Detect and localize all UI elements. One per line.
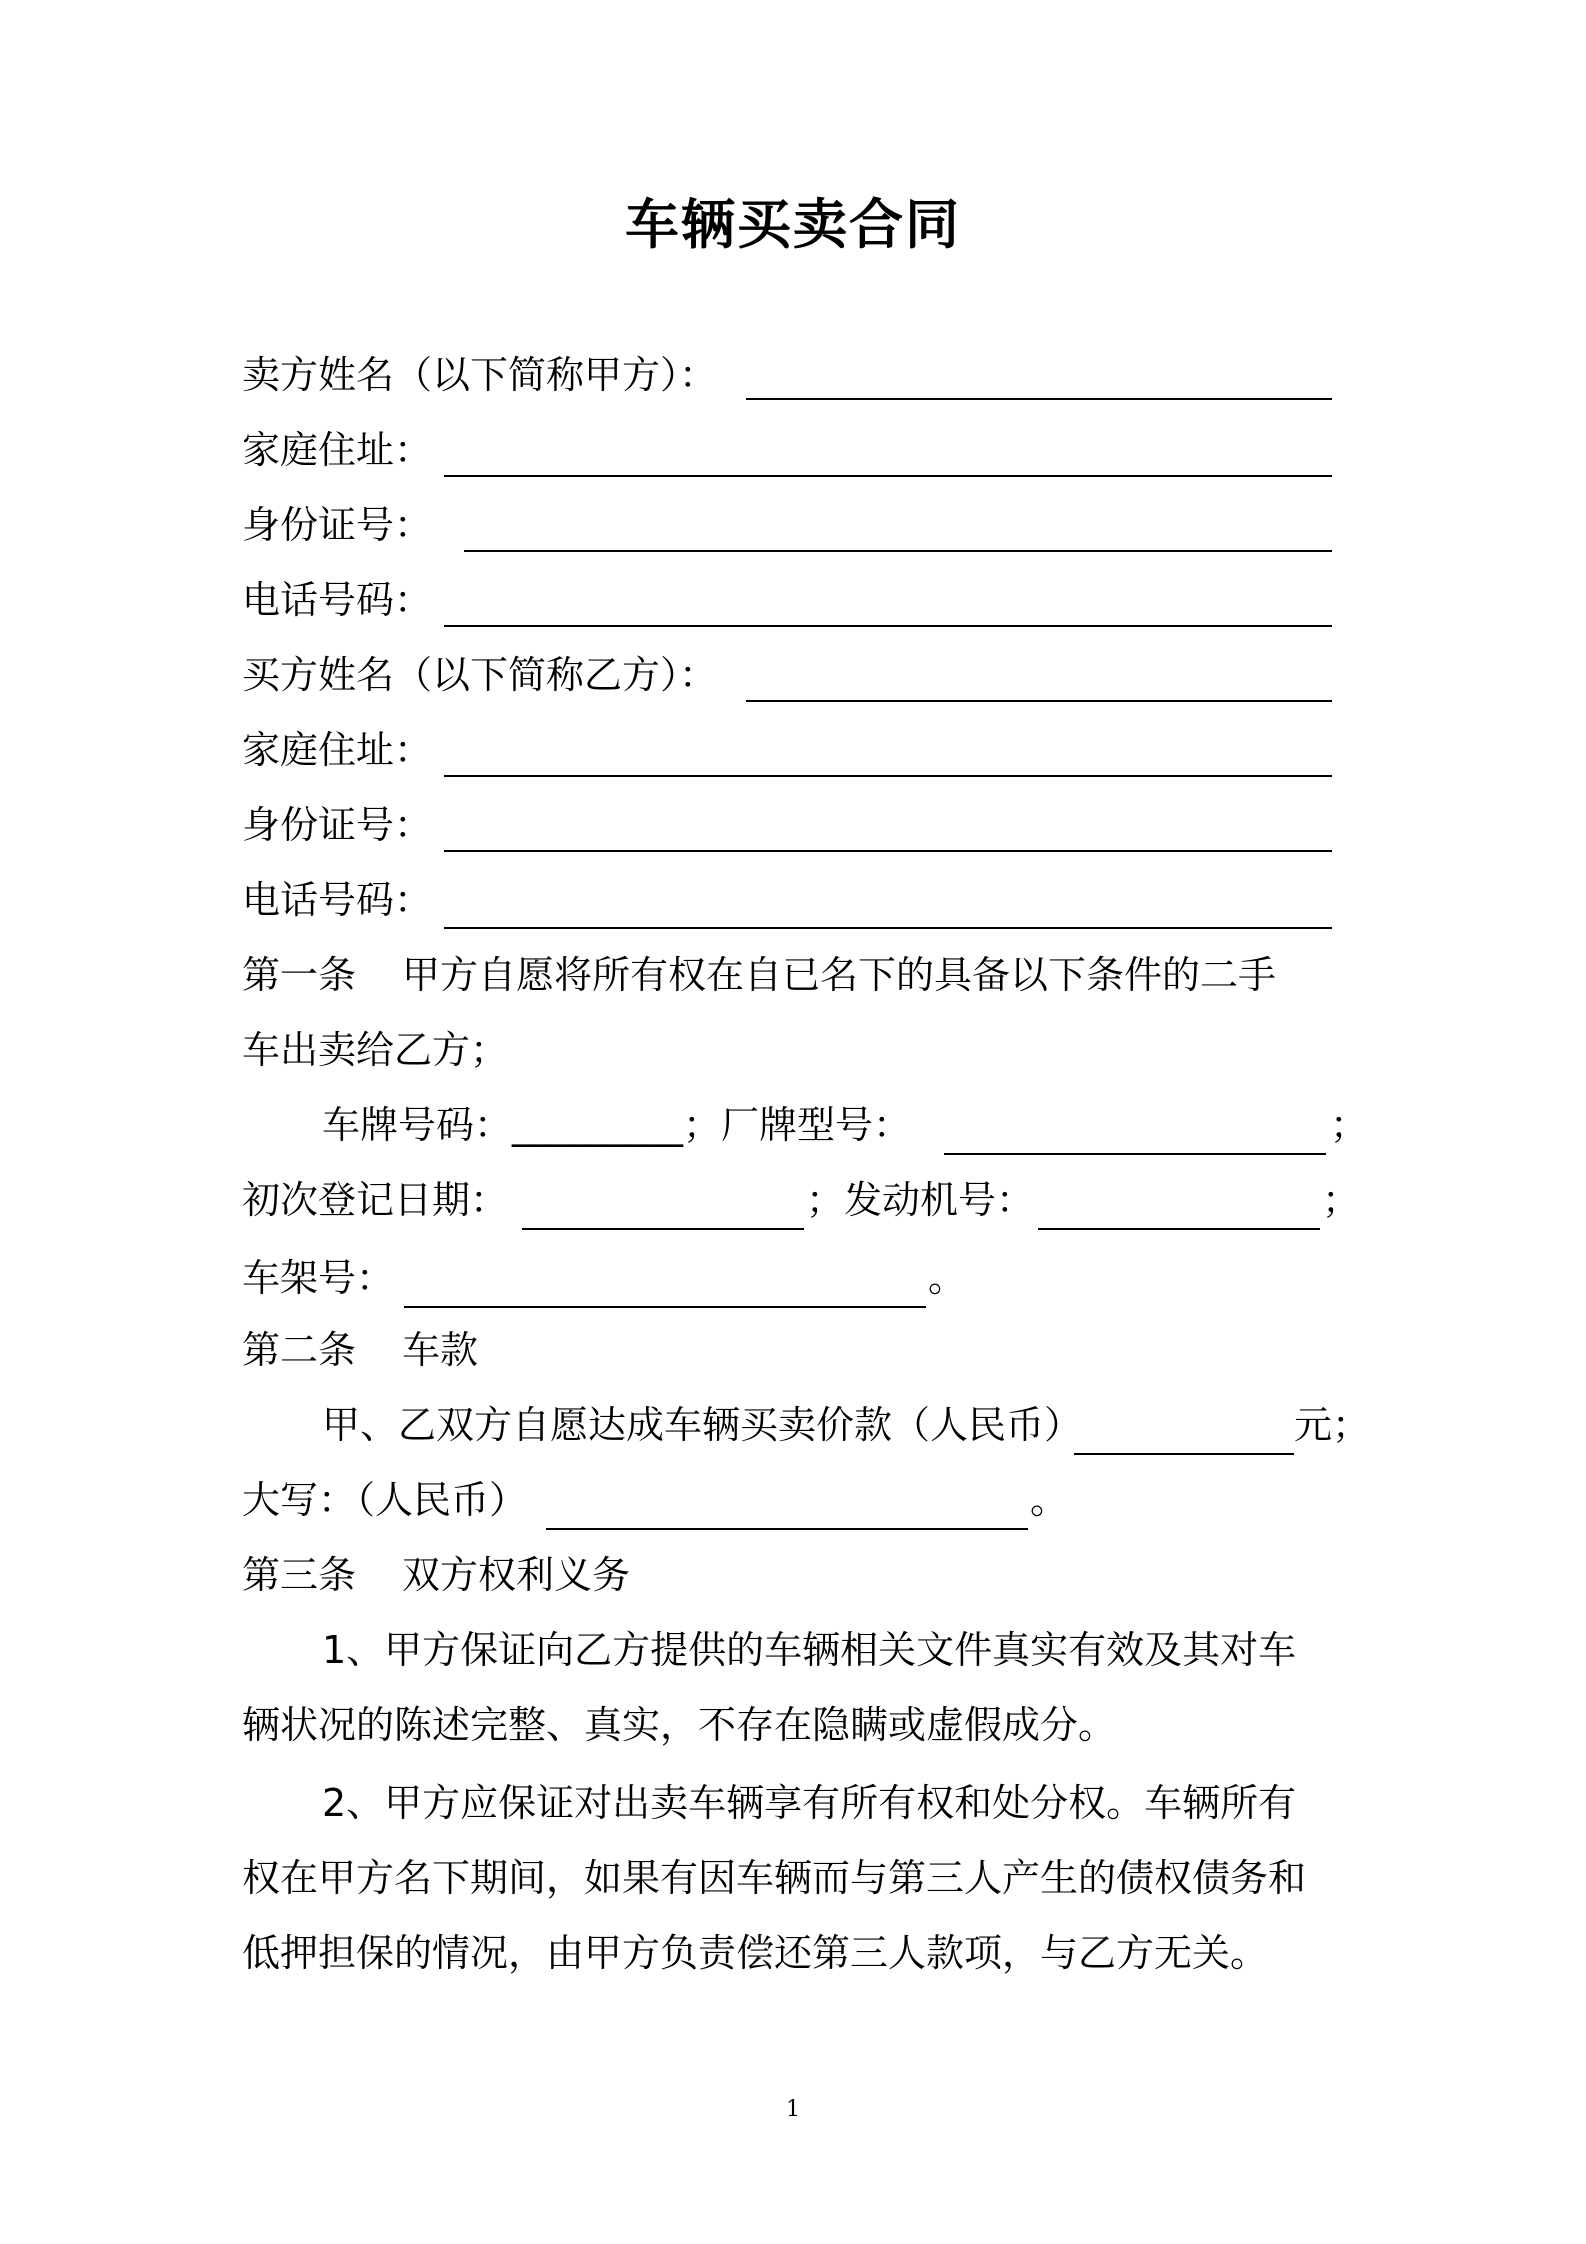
seller-address-label: 家庭住址： (242, 428, 433, 472)
plate-separator: ； (683, 1103, 722, 1147)
plate-field[interactable]: _________ (512, 1103, 684, 1147)
capital-label: 大写：（人民币） (242, 1478, 528, 1522)
price-unit: 元； (1294, 1403, 1371, 1447)
model-end-mark: ； (1330, 1103, 1369, 1147)
engine-line (806, 1172, 1034, 1228)
plate-model-line (322, 1097, 911, 1153)
seller-name-label: 卖方姓名（以下简称甲方）： (242, 353, 718, 397)
article3-item1-line2: 辆状况的陈述完整、真实，不存在隐瞒或虚假成分。 (242, 1703, 1117, 1747)
article1-text-line2: 车出卖给乙方； (242, 1028, 509, 1072)
article3-heading-line (242, 1547, 630, 1603)
plate-label: 车牌号码： (322, 1103, 513, 1147)
engine-field[interactable] (1038, 1228, 1320, 1230)
page-title: 车辆买卖合同 (625, 193, 961, 256)
reg-date-separator: ； (806, 1178, 845, 1222)
page-number: 1 (786, 2097, 800, 2122)
price-field[interactable] (1074, 1453, 1294, 1455)
buyer-id-field[interactable] (444, 850, 1332, 852)
reg-date-field[interactable] (522, 1228, 804, 1230)
article3-heading: 第三条 (242, 1553, 357, 1597)
article3-item1-line1: 1、甲方保证向乙方提供的车辆相关文件真实有效及其对车 (322, 1628, 1297, 1672)
capital-end-mark: 。 (1030, 1478, 1069, 1522)
frame-label: 车架号： (242, 1256, 395, 1300)
seller-phone-field[interactable] (444, 625, 1332, 627)
buyer-id-label: 身份证号： (242, 803, 433, 847)
model-label: 厂牌型号： (721, 1103, 912, 1147)
article3-title: 双方权利义务 (402, 1553, 631, 1597)
model-field[interactable] (944, 1153, 1326, 1155)
buyer-name-label: 买方姓名（以下简称乙方）： (242, 653, 718, 697)
article1-heading: 第一条 (242, 953, 357, 997)
reg-date-label: 初次登记日期： (242, 1178, 509, 1222)
seller-id-field[interactable] (464, 550, 1332, 552)
article3-item2-line1: 2、甲方应保证对出卖车辆享有所有权和处分权。车辆所有 (322, 1781, 1297, 1825)
buyer-name-field[interactable] (746, 700, 1332, 702)
engine-label: 发动机号： (844, 1178, 1035, 1222)
article1-text-line1: 甲方自愿将所有权在自已名下的具备以下条件的二手 (402, 953, 1277, 997)
buyer-address-label: 家庭住址： (242, 728, 433, 772)
price-text: 甲、乙双方自愿达成车辆买卖价款（人民币） (322, 1403, 1083, 1447)
seller-id-label: 身份证号： (242, 503, 433, 547)
buyer-phone-field[interactable] (444, 927, 1332, 929)
article2-title: 车款 (402, 1328, 479, 1372)
article3-item2-line3: 低押担保的情况，由甲方负责偿还第三人款项，与乙方无关。 (242, 1931, 1269, 1975)
seller-address-field[interactable] (444, 475, 1332, 477)
article3-item2-line2: 权在甲方名下期间，如果有因车辆而与第三人产生的债权债务和 (242, 1856, 1307, 1900)
frame-end-mark: 。 (928, 1256, 967, 1300)
frame-field[interactable] (404, 1306, 926, 1308)
buyer-phone-label: 电话号码： (242, 878, 433, 922)
article1-paragraph (242, 947, 1276, 1003)
capital-field[interactable] (546, 1528, 1028, 1530)
article2-heading: 第二条 (242, 1328, 357, 1372)
buyer-address-field[interactable] (444, 775, 1332, 777)
engine-end-mark: ； (1322, 1178, 1361, 1222)
seller-name-field[interactable] (746, 398, 1332, 400)
article2-heading-line (242, 1322, 478, 1378)
seller-phone-label: 电话号码： (242, 578, 433, 622)
